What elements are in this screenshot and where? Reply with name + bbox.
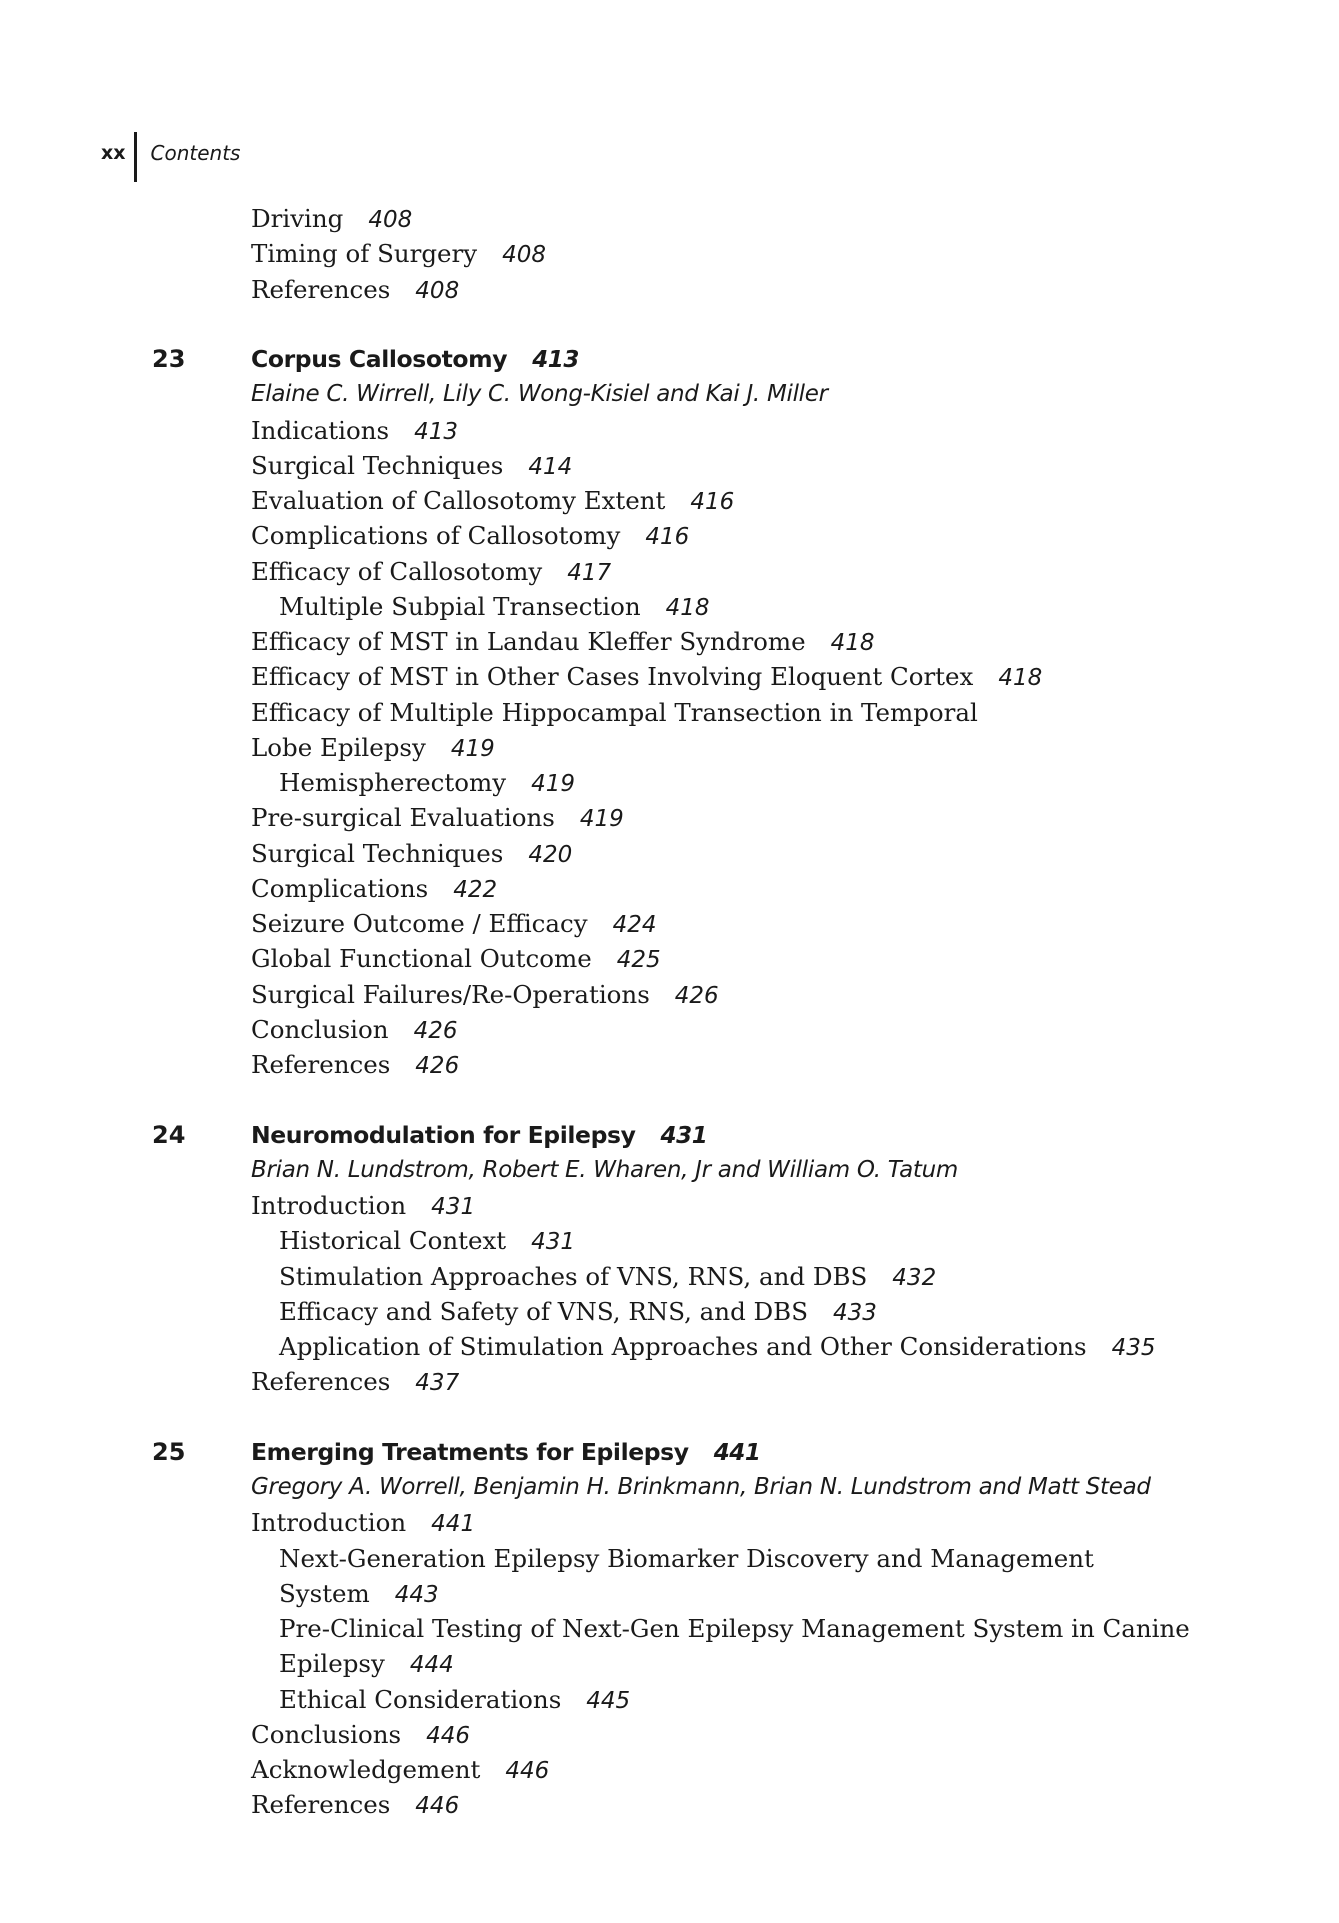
- entry-title: Efficacy of MST in Landau Kleffer Syndrome: [251, 627, 806, 656]
- page-number: 422: [453, 876, 498, 903]
- page-number: 446: [415, 1793, 460, 1820]
- page-number: 437: [415, 1370, 460, 1397]
- page-number: 435: [1111, 1335, 1156, 1361]
- page-number: 432: [892, 1264, 937, 1291]
- page-number: 418: [998, 665, 1043, 692]
- toc-entry: [0, 1787, 1339, 1822]
- toc-entry: [0, 1047, 1339, 1082]
- toc-entry: [0, 448, 1339, 483]
- table-of-contents: [0, 201, 1339, 1823]
- section-title: Contents: [150, 141, 241, 165]
- toc-entry: [0, 236, 1339, 271]
- chapter-number: 24: [152, 1120, 186, 1149]
- authors-text: Brian N. Lundstrom, Robert E. Wharen, Jr and William O. Tatum: [251, 1156, 958, 1183]
- page-number: 426: [413, 1017, 458, 1044]
- chapter-heading: [0, 342, 1339, 377]
- page-number: 408: [415, 277, 460, 304]
- entry-title: Conclusion: [251, 1014, 389, 1044]
- page-number: 416: [645, 524, 690, 551]
- toc-entry: [0, 1188, 1339, 1223]
- chapter-title: Neuromodulation for Epilepsy: [251, 1120, 636, 1149]
- chapter-title: Emerging Treatments for Epilepsy: [251, 1437, 689, 1466]
- toc-subentry: [0, 1294, 1339, 1329]
- page-number: 431: [431, 1194, 476, 1220]
- entry-title: Next-Generation Epilepsy Biomarker Discovery and Management: [279, 1543, 1094, 1573]
- toc-entry: [0, 483, 1339, 518]
- chapter-heading: [0, 1435, 1339, 1470]
- toc-entry: [0, 554, 1339, 589]
- entry-title: Surgical Failures/Re-Operations: [251, 979, 650, 1009]
- page-number: 433: [832, 1299, 877, 1326]
- page-number: 414: [528, 453, 573, 480]
- toc-entry: [0, 272, 1339, 307]
- entry-title: Seizure Outcome / Efficacy: [251, 909, 588, 938]
- entry-title: Timing of Surgery: [251, 239, 478, 269]
- page-number: 418: [830, 630, 875, 656]
- toc-entry: [0, 413, 1339, 448]
- toc-entry: [0, 977, 1339, 1012]
- chapter-authors: [0, 377, 1339, 412]
- chapter-heading: [0, 1118, 1339, 1153]
- folio: xx: [101, 142, 126, 164]
- toc-subentry: [0, 765, 1339, 800]
- entry-title: References: [251, 274, 391, 304]
- toc-subentry: [0, 589, 1339, 624]
- entry-title: Ethical Considerations: [279, 1684, 562, 1714]
- page-number: 441: [713, 1439, 761, 1466]
- page-number: 425: [616, 947, 661, 974]
- toc-entry: [0, 659, 1339, 694]
- chapter-title: Corpus Callosotomy: [251, 345, 508, 373]
- toc-subentry: [0, 1329, 1339, 1364]
- toc-entry: [0, 1752, 1339, 1787]
- entry-title: Hemispherectomy: [279, 768, 507, 797]
- chapter-authors: [0, 1153, 1339, 1188]
- page-number: 441: [431, 1511, 476, 1538]
- toc-entry: [0, 1717, 1339, 1752]
- entry-title: Complications of Callosotomy: [251, 521, 621, 551]
- entry-title: Historical Context: [279, 1226, 507, 1256]
- toc-subentry: [0, 1682, 1339, 1717]
- toc-entry: [0, 624, 1339, 659]
- page-number: 416: [690, 489, 735, 515]
- authors-text: Gregory A. Worrell, Benjamin H. Brinkmann, Brian N. Lundstrom and Matt Stead: [251, 1474, 1151, 1500]
- entry-title: Multiple Subpial Transection: [279, 591, 641, 621]
- toc-subentry: [0, 1646, 1339, 1681]
- toc-entry: [0, 1505, 1339, 1540]
- page-number: 419: [579, 806, 624, 833]
- page-number: 431: [531, 1229, 576, 1256]
- entry-title: Efficacy of MST in Other Cases Involving Eloquent Cortex: [251, 662, 974, 692]
- toc-entry: [0, 941, 1339, 976]
- chapter-number: 25: [152, 1437, 186, 1466]
- toc-subentry: [0, 1223, 1339, 1258]
- entry-title: Efficacy of Multiple Hippocampal Transection in Temporal: [251, 697, 978, 727]
- toc-entry: [0, 906, 1339, 941]
- page-number: 420: [528, 841, 573, 868]
- page-number: 446: [426, 1722, 471, 1749]
- page-number: 431: [660, 1122, 708, 1149]
- entry-title: Lobe Epilepsy: [251, 732, 426, 762]
- page-number: 445: [586, 1687, 631, 1714]
- entry-title: Pre-Clinical Testing of Next-Gen Epilepsy Management System in Canine: [279, 1614, 1190, 1643]
- entry-title: Driving: [251, 204, 344, 233]
- page-number: 418: [665, 594, 710, 621]
- toc-entry: [0, 1012, 1339, 1047]
- page-number: 408: [368, 207, 413, 233]
- entry-title: Conclusions: [251, 1719, 402, 1749]
- toc-subentry: [0, 1259, 1339, 1294]
- entry-title: References: [251, 1790, 391, 1820]
- page-number: 417: [567, 559, 612, 586]
- running-head: [101, 132, 240, 182]
- page-number: 426: [674, 982, 719, 1009]
- entry-title: Application of Stimulation Approaches and Other Considerations: [279, 1332, 1087, 1361]
- entry-title: Evaluation of Callosotomy Extent: [251, 486, 666, 515]
- chapter-number: 23: [152, 345, 186, 373]
- toc-subentry: [0, 1611, 1339, 1646]
- entry-title: Introduction: [251, 1191, 407, 1220]
- toc-entry: [0, 201, 1339, 236]
- entry-title: Epilepsy: [279, 1649, 385, 1679]
- entry-title: Surgical Techniques: [251, 838, 504, 868]
- entry-title: Efficacy and Safety of VNS, RNS, and DBS: [279, 1296, 808, 1326]
- page-number: 424: [612, 912, 657, 938]
- entry-title: Stimulation Approaches of VNS, RNS, and DBS: [279, 1261, 868, 1291]
- toc-entry: [0, 518, 1339, 553]
- entry-title: Efficacy of Callosotomy: [251, 556, 543, 586]
- chapter-authors: [0, 1470, 1339, 1505]
- page-number: 444: [409, 1652, 454, 1679]
- entry-title: System: [279, 1578, 370, 1608]
- entry-title: Complications: [251, 873, 429, 903]
- toc-entry: [0, 695, 1339, 730]
- page-number: 426: [415, 1053, 460, 1079]
- toc-entry: [0, 1364, 1339, 1399]
- page-number: 419: [531, 771, 575, 797]
- entry-title: Acknowledgement: [251, 1755, 481, 1784]
- toc-entry: [0, 836, 1339, 871]
- entry-title: Indications: [251, 415, 390, 445]
- toc-entry: [0, 871, 1339, 906]
- entry-title: Introduction: [251, 1508, 407, 1538]
- page-number: 413: [414, 418, 458, 445]
- page-number: 443: [394, 1581, 439, 1608]
- toc-entry: [0, 730, 1339, 765]
- entry-title: References: [251, 1050, 391, 1079]
- page-number: 446: [505, 1758, 550, 1784]
- page-number: 413: [532, 347, 579, 373]
- entry-title: References: [251, 1367, 391, 1397]
- toc-subentry: [0, 1541, 1339, 1576]
- page-number: 408: [502, 242, 547, 269]
- toc-entry: [0, 800, 1339, 835]
- toc-subentry: [0, 1576, 1339, 1611]
- entry-title: Pre-surgical Evaluations: [251, 803, 555, 833]
- entry-title: Surgical Techniques: [251, 450, 504, 480]
- authors-text: Elaine C. Wirrell, Lily C. Wong-Kisiel and Kai J. Miller: [251, 381, 828, 408]
- entry-title: Global Functional Outcome: [251, 944, 592, 974]
- page-number: 419: [450, 735, 495, 762]
